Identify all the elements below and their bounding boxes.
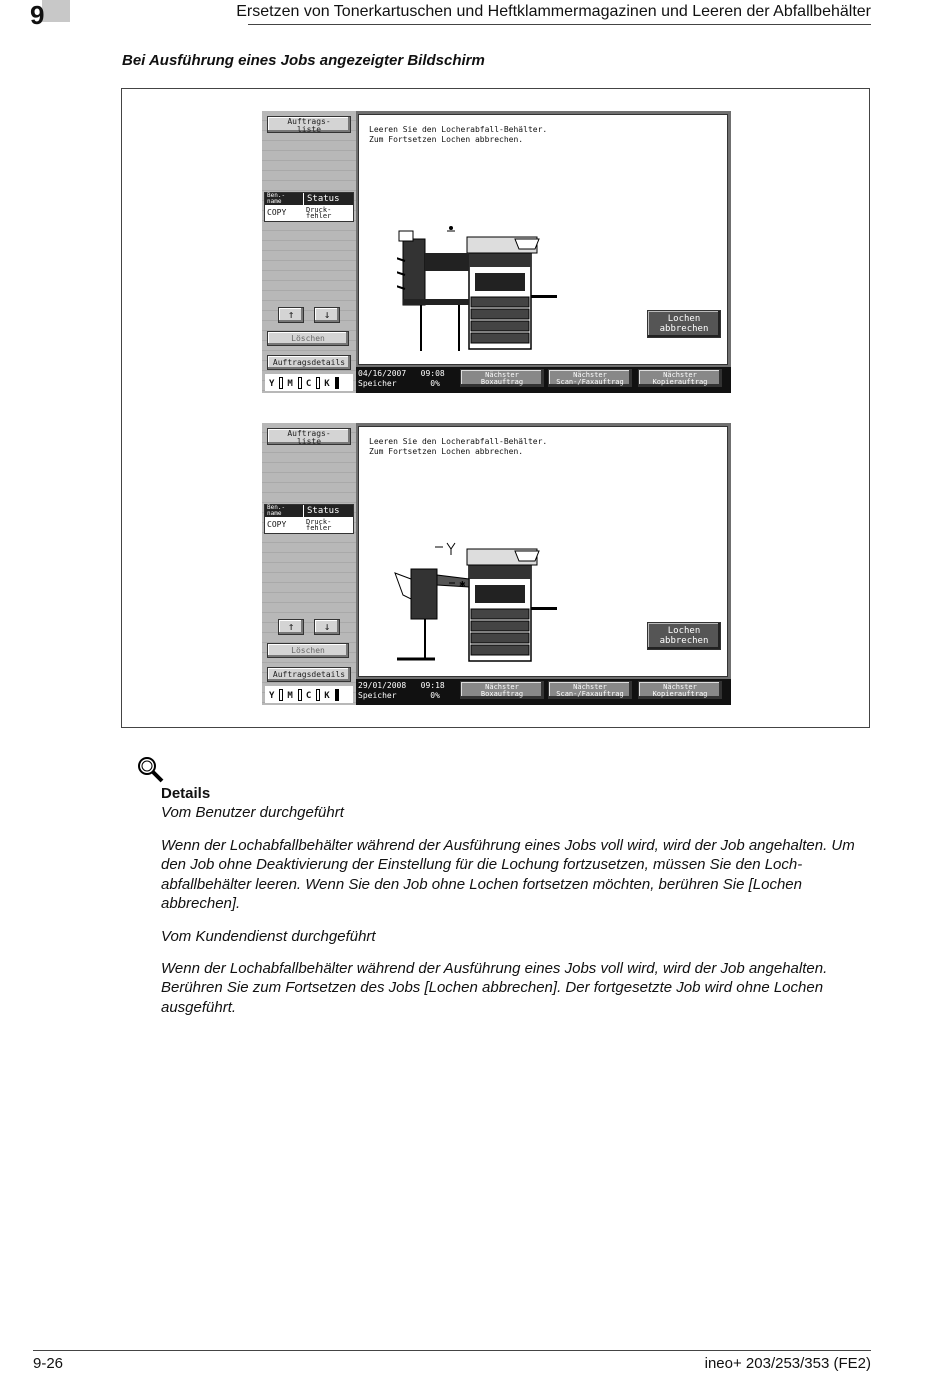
message-text: Leeren Sie den Locherabfall-Behälter. Zum Fortsetzen Lochen abbrechen. <box>369 125 548 144</box>
message-screen <box>358 114 728 365</box>
toner-level-indicator <box>265 686 353 703</box>
page-number: 9-26 <box>33 1355 64 1372</box>
column-header-status: Status <box>303 505 340 517</box>
job-status: Druck- fehler <box>306 518 332 532</box>
job-table-header <box>265 505 353 517</box>
job-status: Druck- fehler <box>306 206 332 220</box>
header-divider <box>248 24 871 25</box>
memory-label: Speicher <box>358 379 397 388</box>
time: 09:08 <box>420 369 445 378</box>
scroll-up-button[interactable]: ↑ <box>278 307 304 323</box>
product-name: ineo+ 203/253/353 (FE2) <box>704 1355 871 1372</box>
toner-label-c: C <box>305 691 312 701</box>
next-copy-job-button[interactable]: Nächster Kopierauftrag <box>638 681 722 699</box>
scroll-down-button[interactable]: ↓ <box>314 619 340 635</box>
scroll-down-button[interactable]: ↓ <box>314 307 340 323</box>
printer-with-saddle-finisher-illustration <box>389 539 569 665</box>
scroll-up-button[interactable]: ↑ <box>278 619 304 635</box>
toner-bar-c <box>316 689 320 701</box>
job-table-header <box>265 193 353 205</box>
toner-bar-k <box>335 689 339 701</box>
memory-label: Speicher <box>358 691 397 700</box>
toner-label-k: K <box>324 379 330 389</box>
job-name: COPY <box>267 208 287 217</box>
magnifier-icon <box>136 755 166 785</box>
toner-bar-c <box>316 377 320 389</box>
toner-label-k: K <box>324 691 330 701</box>
column-header-status: Status <box>303 193 340 205</box>
toner-bar-k <box>335 377 339 389</box>
user-paragraph: Wenn der Lochabfallbehälter während der Ausführung eines Jobs voll wird, wird der Job angehalten. Um den Job ohne Deaktivierung der Einstellung für die Lochung fortzusetzen, müssen Sie den Loch-abfallbehälter leeren. Wenn Sie den Job ohne Lochen fortsetzen möchten, berühren Sie [Lochen abbrechen]. <box>161 837 855 912</box>
header-title: Ersetzen von Tonerkartuschen und Heftklammermagazinen und Leeren der Abfallbehälter <box>236 3 871 20</box>
delete-button[interactable]: Löschen <box>267 643 349 658</box>
job-sidebar <box>262 423 356 705</box>
footer-divider <box>33 1350 871 1351</box>
toner-bar-y <box>279 377 283 389</box>
job-list-button[interactable]: Auftrags- liste <box>267 116 351 133</box>
printer-with-finisher-illustration <box>397 213 577 353</box>
date: 29/01/2008 <box>358 681 407 690</box>
column-header-name: Ben.- name <box>267 192 286 205</box>
toner-bar-m <box>298 689 302 701</box>
job-details-button[interactable]: Auftragsdetails <box>267 355 351 370</box>
date: 04/16/2007 <box>358 369 407 378</box>
toner-bar-y <box>279 689 283 701</box>
service-heading: Vom Kundendienst durchgeführt <box>161 928 376 945</box>
table-row[interactable] <box>265 205 353 221</box>
toner-level-indicator <box>265 374 353 391</box>
control-panel-screenshot-2 <box>262 423 731 705</box>
job-table <box>264 192 354 222</box>
message-screen <box>358 426 728 677</box>
toner-label-m: M <box>287 379 293 389</box>
section-title: Bei Ausführung eines Jobs angezeigter Bildschirm <box>122 52 485 69</box>
job-list-button[interactable]: Auftrags- liste <box>267 428 351 445</box>
next-copy-job-button[interactable]: Nächster Kopierauftrag <box>638 369 722 387</box>
control-panel-screenshot-1 <box>262 111 731 393</box>
job-sidebar <box>262 111 356 393</box>
cancel-punch-button[interactable]: Lochen abbrechen <box>647 622 721 650</box>
toner-label-m: M <box>287 691 293 701</box>
memory-value: 0% <box>430 691 440 700</box>
toner-bar-m <box>298 377 302 389</box>
toner-label-y: Y <box>269 379 275 389</box>
date-time-memory <box>358 369 446 391</box>
message-text: Leeren Sie den Locherabfall-Behälter. Zum Fortsetzen Lochen abbrechen. <box>369 437 548 456</box>
time: 09:18 <box>420 681 445 690</box>
chapter-tab <box>42 0 70 22</box>
next-scan-fax-job-button[interactable]: Nächster Scan-/Faxauftrag <box>548 681 632 699</box>
job-table <box>264 504 354 534</box>
toner-label-y: Y <box>269 691 275 701</box>
table-row[interactable] <box>265 517 353 533</box>
next-scan-fax-job-button[interactable]: Nächster Scan-/Faxauftrag <box>548 369 632 387</box>
date-time-memory <box>358 681 446 703</box>
column-header-name: Ben.- name <box>267 504 286 517</box>
next-box-job-button[interactable]: Nächster Boxauftrag <box>460 369 544 387</box>
user-heading: Vom Benutzer durchgeführt <box>161 804 344 821</box>
job-details-button[interactable]: Auftragsdetails <box>267 667 351 682</box>
delete-button[interactable]: Löschen <box>267 331 349 346</box>
chapter-number: 9 <box>30 0 45 30</box>
memory-value: 0% <box>430 379 440 388</box>
service-paragraph: Wenn der Lochabfallbehälter während der Ausführung eines Jobs voll wird, wird der Job angehalten. Berühren Sie zum Fortsetzen des Jobs [Lochen abbrechen]. Der fortgesetzte Job wird ohne Lochen ausgeführt. <box>161 960 828 1016</box>
details-title: Details <box>161 785 211 802</box>
cancel-punch-button[interactable]: Lochen abbrechen <box>647 310 721 338</box>
svg-text:✱: ✱ <box>459 580 466 589</box>
next-box-job-button[interactable]: Nächster Boxauftrag <box>460 681 544 699</box>
job-name: COPY <box>267 520 287 529</box>
toner-label-c: C <box>305 379 312 389</box>
